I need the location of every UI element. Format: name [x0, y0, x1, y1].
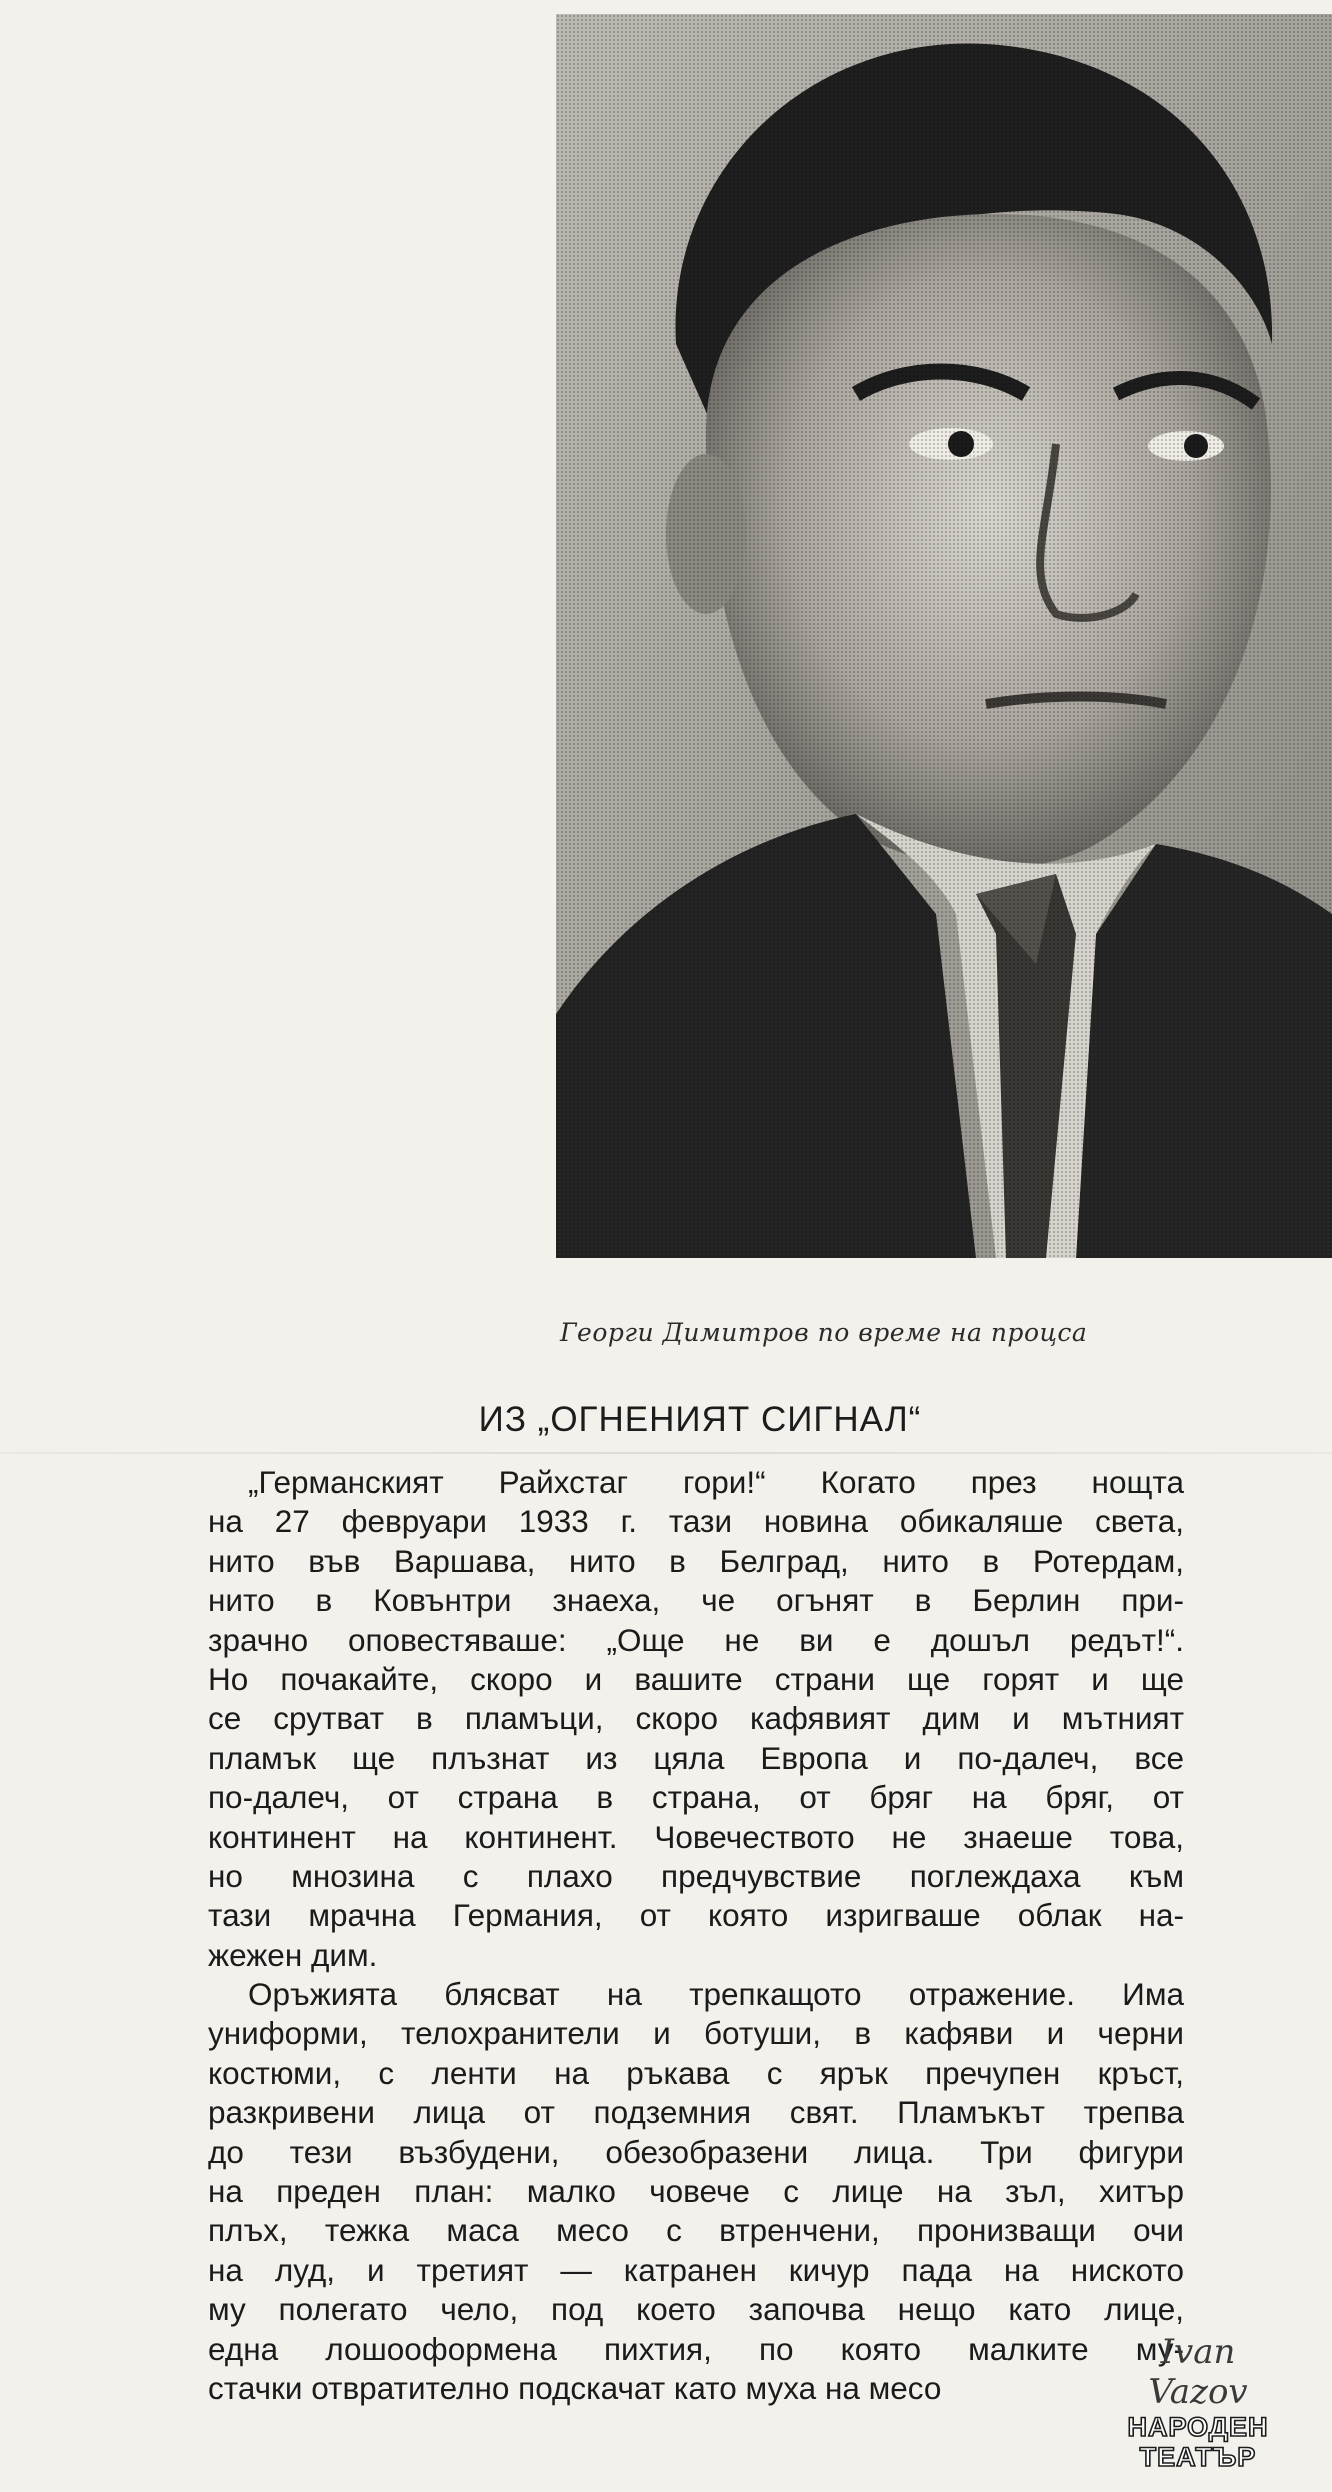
- article-line: нито в Ковънтри знаеха, че огънят в Берлин при-: [208, 1582, 1184, 1619]
- article-line: Оръжията блясват на трепкащото отражение. Има: [248, 1976, 1184, 2013]
- article-line: нито във Варшава, нито в Белград, нито в Ротердам,: [208, 1542, 1184, 1579]
- article-line: но мнозина с плахо предчувствие поглеждаха към: [208, 1857, 1184, 1894]
- article-line: континент на континент. Човечеството не знаеше това,: [208, 1818, 1184, 1855]
- article-line: плъх, тежка маса месо с втренчени, пронизващи очи: [208, 2212, 1184, 2249]
- article-line: разкривени лица от подземния свят. Пламъкът трепва: [208, 2094, 1184, 2131]
- article-line: тази мрачна Германия, от която изригваше облак на-: [208, 1897, 1184, 1934]
- logo-word-narodni: НАРОДЕН: [1127, 2412, 1269, 2442]
- article-line: костюми, с ленти на ръкава с ярък пречупен кръст,: [208, 2054, 1184, 2091]
- article-line: униформи, телохранители и ботуши, в кафяви и черни: [208, 2015, 1184, 2052]
- portrait-photo: [556, 14, 1332, 1258]
- article-line: една лошооформена пихтия, по която малките му-: [208, 2330, 1184, 2367]
- article-line: на преден план: малко човече с лице на зъл, хитър: [208, 2173, 1184, 2210]
- national-theatre-logo: [1112, 2332, 1284, 2472]
- portrait-illustration: [556, 14, 1332, 1258]
- article-line: до тези възбудени, обезобразени лица. Три фигури: [208, 2133, 1184, 2170]
- article-line: се срутват в пламъци, скоро кафявият дим и мътният: [208, 1700, 1184, 1737]
- photo-caption: Георги Димитров по време на процса: [560, 1318, 1088, 1347]
- logo-word-teatar: ТЕАТЪР: [1139, 2442, 1257, 2472]
- page-fold-line: [0, 1452, 1332, 1454]
- article-headline: ИЗ „ОГНЕНИЯТ СИГНАЛ“: [478, 1400, 922, 1439]
- article-line: „Германският Райхстаг гори!“ Когато през нощта: [248, 1464, 1184, 1500]
- article-line: пламък ще плъзнат из цяла Европа и по-далеч, все: [208, 1739, 1184, 1776]
- article-line: стачки отвратително подскачат като муха на месо: [208, 2369, 942, 2406]
- article-body: [208, 1463, 1184, 2408]
- article-line: зрачно оповестяваше: „Още не ви е дошъл редът!“.: [208, 1621, 1184, 1658]
- article-line: жежен дим.: [208, 1936, 378, 1973]
- logo-signature: Ivan Vazov: [1148, 2332, 1248, 2412]
- article-line: на 27 февруари 1933 г. тази новина обикаляше света,: [208, 1503, 1184, 1540]
- article-line: му полегато чело, под което започва нещо като лице,: [208, 2291, 1184, 2328]
- article-line: на луд, и третият — катранен кичур пада на ниското: [208, 2251, 1184, 2288]
- article-line: Но почакайте, скоро и вашите страни ще горят и ще: [208, 1660, 1184, 1697]
- article-line: по-далеч, от страна в страна, от бряг на бряг, от: [208, 1779, 1184, 1816]
